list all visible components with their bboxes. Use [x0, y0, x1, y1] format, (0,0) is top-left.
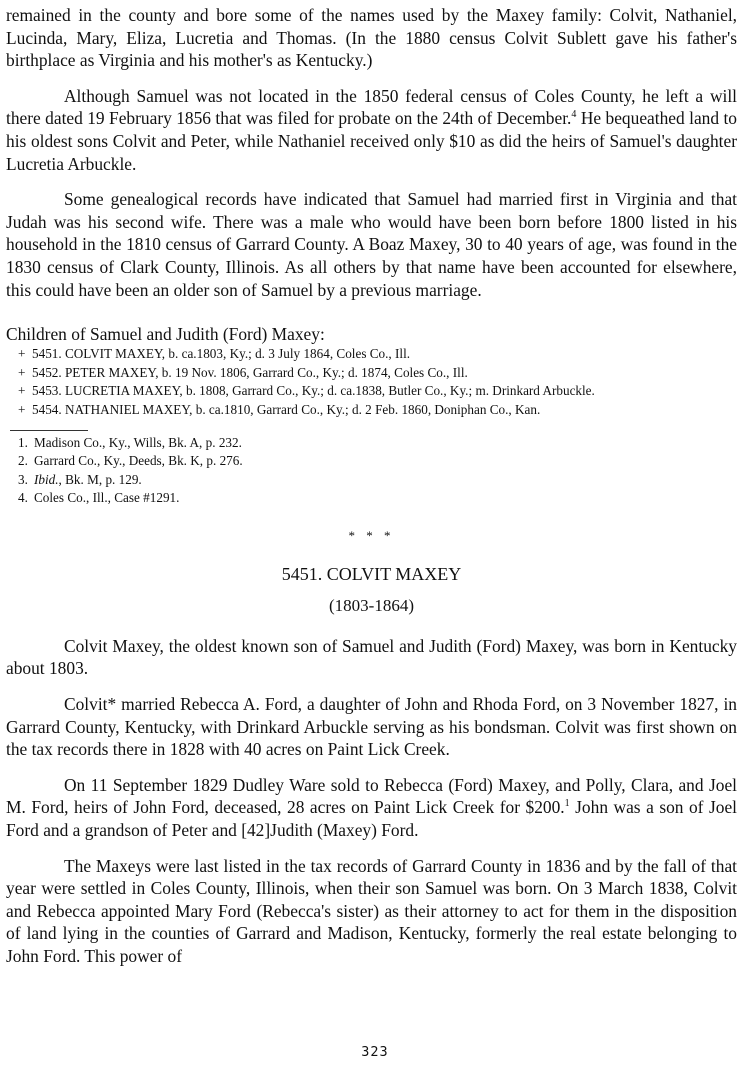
child-marker: +	[18, 346, 26, 362]
footnote-number: 1.	[18, 434, 28, 450]
child-marker: +	[18, 401, 26, 417]
will-paragraph-tail: He bequeathed land to his oldest sons Colvit and Peter, while Nathaniel received only $10 as did the heirs of Samuel's daughter Lucretia Arbuckle.	[6, 108, 737, 174]
footnote-text: Coles Co., Ill., Case #1291.	[34, 490, 180, 506]
footnote-ref-4: 4	[571, 109, 577, 121]
children-heading: Children of Samuel and Judith (Ford) Maxey:	[6, 324, 325, 345]
section-title: 5451. COLVIT MAXEY	[281, 563, 462, 584]
section-paragraph-3-text: On 11 September 1829 Dudley Ware sold to Rebecca (Ford) Maxey, and Polly, Clara, and Joel M. Ford, heirs of John Ford, deceased, 28 acres on Paint Lick Creek for $200.	[6, 774, 737, 818]
footnote-number: 3.	[18, 471, 28, 487]
child-text: 5451. COLVIT MAXEY, b. ca.1803, Ky.; d. 3 July 1864, Coles Co., Ill.	[32, 346, 411, 362]
section-paragraph-2: Colvit* married Rebecca A. Ford, a daughter of John and Rhoda Ford, on 3 November 1827, in Garrard County, Kentucky, with Drinkard Arbuckle serving as his bondsman. Colvit was first shown on the tax records there in 1828 with 40 acres on Paint Lick Creek.	[6, 694, 737, 760]
body-paragraph-genealogy: Some genealogical records have indicated that Samuel had married first in Virginia and that Judah was his second wife. There was a male who would have been born before 1800 listed in his household in the 1810 census of Garrard County. A Boaz Maxey, 30 to 40 years of age, was found in the 1830 census of Clark County, Illinois. As all others by that name have been accounted for elsewhere, this could have been an older son of Samuel by a previous marriage.	[6, 189, 737, 300]
children-list	[6, 345, 737, 419]
child-marker: +	[18, 364, 26, 380]
footnote	[18, 471, 737, 490]
child-text: 5453. LUCRETIA MAXEY, b. 1808, Garrard Co., Ky.; d. ca.1838, Butler Co., Ky.; m. Drinkard Arbuckle.	[32, 383, 595, 399]
child-marker: +	[18, 383, 26, 399]
section-paragraph-3-tail: John was a son of Joel Ford and a grandson of Peter and [42]Judith (Maxey) Ford.	[6, 797, 737, 841]
body-paragraph-1: remained in the county and bore some of the names used by the Maxey family: Colvit, Nathaniel, Lucinda, Mary, Eliza, Lucretia and Thomas. (In the 1880 census Colvit Sublett gave his father's birthplace as Virginia and his mother's as Kentucky.)	[6, 5, 737, 71]
child-entry	[18, 401, 737, 420]
will-paragraph-text: Although Samuel was not located in the 1850 federal census of Coles County, he left a will there dated 19 February 1856 that was filed for probate on the 24th of December.	[6, 85, 737, 129]
child-text: 5452. PETER MAXEY, b. 19 Nov. 1806, Garrard Co., Ky.; d. 1874, Coles Co., Ill.	[32, 364, 468, 380]
body-paragraph-will	[6, 85, 737, 175]
child-entry	[18, 382, 737, 401]
section-paragraph-4: The Maxeys were last listed in the tax records of Garrard County in 1836 and by the fall of that year were settled in Coles County, Illinois, when their son Samuel was born. On 3 March 1838, Colvit and Rebecca appointed Mary Ford (Rebecca's sister) as their attorney to act for them in the disposition of land lying in the counties of Garrard and Madison, Kentucky, formerly the real estate belonging to John Ford. This power of	[6, 855, 737, 966]
footnote	[18, 452, 737, 471]
section-separator: * * *	[348, 527, 395, 543]
section-paragraph-3	[6, 774, 737, 842]
footnote-number: 4.	[18, 490, 28, 506]
section-dates: (1803-1864)	[329, 595, 414, 615]
footnote	[18, 434, 737, 453]
footnote-text: Garrard Co., Ky., Deeds, Bk. K, p. 276.	[34, 453, 243, 469]
child-entry	[18, 364, 737, 383]
footnotes-list	[6, 434, 737, 508]
footnote-number: 2.	[18, 453, 28, 469]
child-entry	[18, 345, 737, 364]
section-paragraph-1: Colvit Maxey, the oldest known son of Samuel and Judith (Ford) Maxey, was born in Kentucky about 1803.	[6, 635, 737, 679]
footnote-text: Madison Co., Ky., Wills, Bk. A, p. 232.	[34, 434, 242, 450]
footnote-divider	[10, 430, 88, 431]
child-text: 5454. NATHANIEL MAXEY, b. ca.1810, Garrard Co., Ky.; d. 2 Feb. 1860, Doniphan Co., Kan.	[32, 401, 541, 417]
page-number: 323	[361, 1044, 389, 1060]
footnote-text: , Bk. M, p. 129.	[58, 471, 142, 487]
footnote	[18, 489, 737, 508]
footnote-ref-1: 1	[564, 798, 570, 810]
document-page	[6, 4, 737, 968]
footnote-ibid: Ibid.	[34, 471, 59, 487]
